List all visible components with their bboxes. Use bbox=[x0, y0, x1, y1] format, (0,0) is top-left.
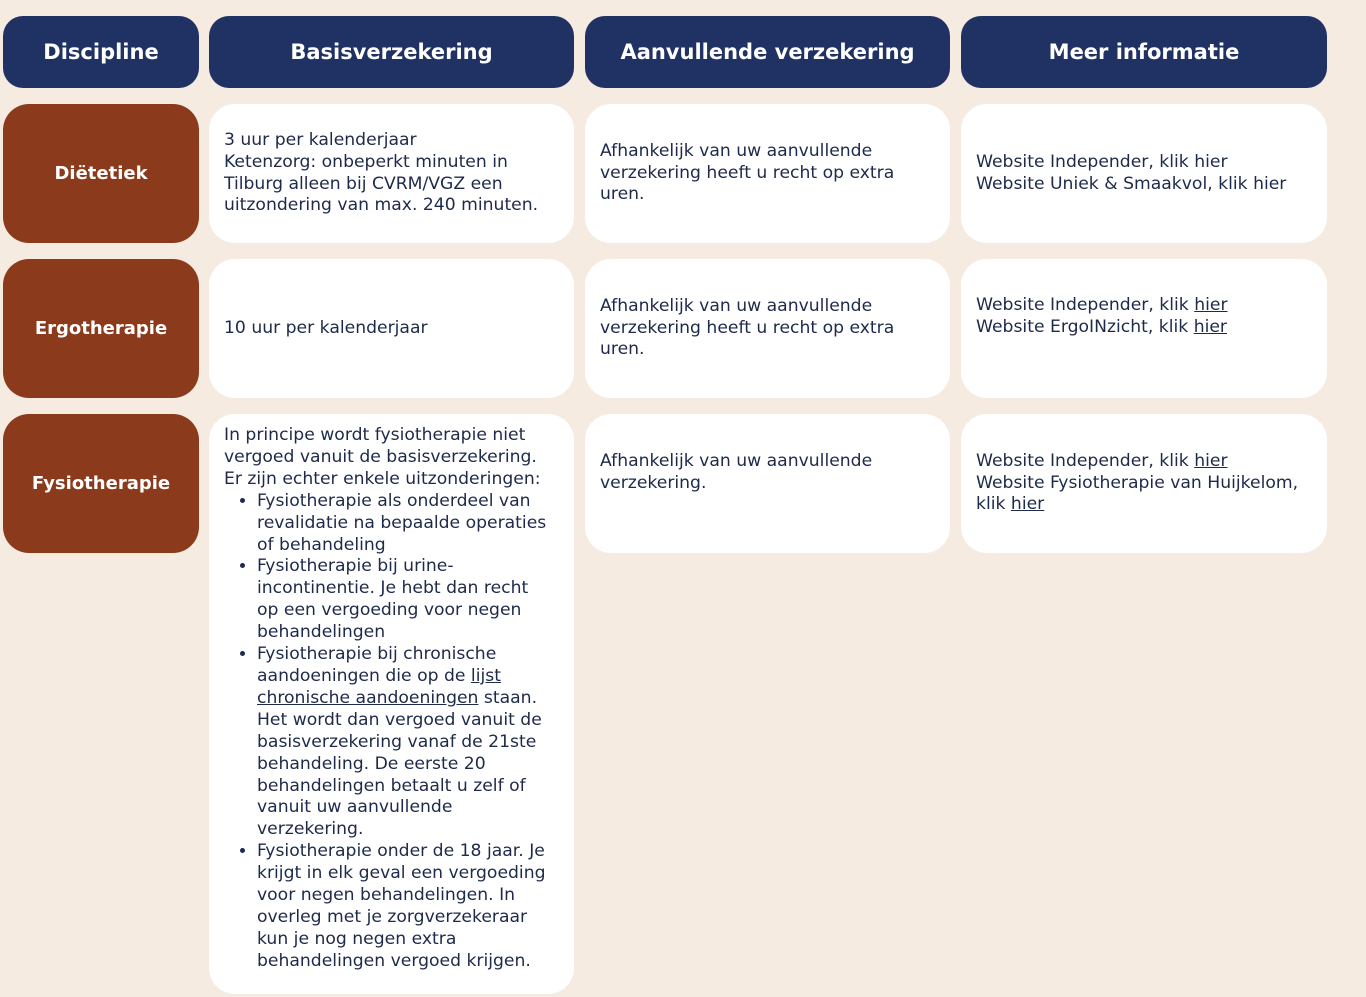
text-line: Het wordt dan vergoed vanuit de bbox=[257, 709, 542, 730]
header-basisverzekering: Basisverzekering bbox=[209, 16, 574, 88]
text-line: 3 uur per kalenderjaar bbox=[224, 129, 417, 150]
text-line: vanuit uw aanvullende bbox=[257, 797, 453, 818]
text-line: • Fysiotherapie bij urine- bbox=[257, 556, 454, 577]
dietetiek-info-cell bbox=[961, 104, 1327, 243]
info-line-huijkelom-link bbox=[976, 494, 1313, 516]
dietetiek-basis-cell bbox=[209, 104, 574, 243]
text-line: Er zijn echter enkele uitzonderingen: bbox=[224, 468, 541, 489]
discipline-ergotherapie: Ergotherapie bbox=[3, 259, 199, 398]
dietetiek-aanvullend-cell bbox=[585, 104, 950, 243]
text-line: verzekering heeft u recht op extra bbox=[600, 162, 895, 183]
info-text: klik bbox=[976, 494, 1011, 515]
list-item bbox=[257, 644, 560, 841]
text-line: • Fysiotherapie onder de 18 jaar. Je bbox=[257, 841, 545, 862]
info-line-independer bbox=[976, 295, 1313, 317]
info-line-uniek-smaakvol: Website Uniek & Smaakvol, klik hier bbox=[976, 173, 1287, 194]
header-aanvullende-verzekering: Aanvullende verzekering bbox=[585, 16, 950, 88]
text-line: vergoed vanuit de basisverzekering. bbox=[224, 446, 537, 467]
text: staan. bbox=[478, 687, 538, 708]
text-line: behandelingen betaalt u zelf of bbox=[257, 775, 526, 796]
independer-link[interactable]: hier bbox=[1194, 450, 1228, 471]
text-line: behandeling. De eerste 20 bbox=[257, 753, 486, 774]
text-line: verzekering heeft u recht op extra bbox=[600, 317, 895, 338]
info-text: Website ErgoINzicht, klik bbox=[976, 317, 1194, 337]
discipline-fysiotherapie: Fysiotherapie bbox=[3, 414, 199, 553]
discipline-dietetiek: Diëtetiek bbox=[3, 104, 199, 243]
text-line: Afhankelijk van uw aanvullende bbox=[600, 450, 873, 471]
text-line: Afhankelijk van uw aanvullende bbox=[600, 295, 873, 316]
text-line: uitzondering van max. 240 minuten. bbox=[224, 195, 539, 216]
text-line: overleg met je zorgverzekeraar bbox=[257, 906, 528, 927]
text-line: Afhankelijk van uw aanvullende bbox=[600, 140, 873, 161]
text-line: Ketenzorg: onbeperkt minuten in bbox=[224, 151, 508, 172]
fysiotherapie-basis-cell bbox=[209, 414, 574, 994]
header-meer-informatie: Meer informatie bbox=[961, 16, 1327, 88]
text-line: behandelingen vergoed krijgen. bbox=[257, 950, 531, 971]
text-line: verzekering. bbox=[600, 472, 707, 493]
fysiotherapie-aanvullend-cell bbox=[585, 414, 950, 553]
text-line: voor negen behandelingen. In bbox=[257, 885, 516, 906]
text-line: verzekering. bbox=[257, 819, 364, 840]
ergotherapie-info-cell bbox=[961, 259, 1327, 398]
text-line: kun je nog negen extra bbox=[257, 928, 457, 949]
text-line: revalidatie na bepaalde operaties bbox=[257, 512, 547, 533]
text-line: Tilburg alleen bij CVRM/VGZ een bbox=[224, 173, 503, 194]
info-line-independer: Website Independer, klik hier bbox=[976, 151, 1228, 172]
ergoinzicht-link[interactable]: hier bbox=[1193, 317, 1227, 337]
list-item bbox=[257, 556, 560, 644]
text-line: • Fysiotherapie bij chronische bbox=[257, 644, 497, 665]
info-text: Website Independer, klik bbox=[976, 450, 1195, 471]
ergotherapie-aanvullend-cell bbox=[585, 259, 950, 398]
text-line: uren. bbox=[600, 184, 645, 205]
text-line: 10 uur per kalenderjaar bbox=[224, 317, 428, 338]
chronic-list-link[interactable]: chronische aandoeningen bbox=[257, 687, 479, 708]
text-line: uren. bbox=[600, 339, 645, 360]
text: aandoeningen die op de bbox=[257, 665, 471, 686]
text-line: In principe wordt fysiotherapie niet bbox=[224, 425, 526, 445]
info-line-ergoinzicht bbox=[976, 317, 1313, 339]
text-line: krijgt in elk geval een vergoeding bbox=[257, 863, 546, 884]
text-line: basisverzekering vanaf de 21ste bbox=[257, 731, 537, 752]
text-line: of behandeling bbox=[257, 534, 386, 555]
info-line-independer bbox=[976, 451, 1313, 473]
text-line: incontinentie. Je hebt dan recht bbox=[257, 578, 529, 599]
chronic-list-link[interactable]: lijst bbox=[470, 665, 501, 686]
huijkelom-link[interactable]: hier bbox=[1010, 494, 1045, 515]
header-discipline: Discipline bbox=[3, 16, 199, 88]
text-line bbox=[257, 666, 560, 688]
text-line: behandelingen bbox=[257, 622, 386, 643]
info-text: Website Independer, klik bbox=[976, 295, 1195, 316]
list-item bbox=[257, 491, 560, 557]
ergotherapie-basis-cell bbox=[209, 259, 574, 398]
list-item bbox=[257, 841, 560, 972]
exceptions-list bbox=[224, 491, 560, 973]
fysiotherapie-info-cell bbox=[961, 414, 1327, 553]
info-line-huijkelom: Website Fysiotherapie van Huijkelom, bbox=[976, 472, 1299, 493]
text-line bbox=[257, 688, 560, 710]
text-line: • Fysiotherapie als onderdeel van bbox=[257, 490, 531, 511]
independer-link[interactable]: hier bbox=[1194, 295, 1228, 316]
text-line: op een vergoeding voor negen bbox=[257, 600, 522, 621]
